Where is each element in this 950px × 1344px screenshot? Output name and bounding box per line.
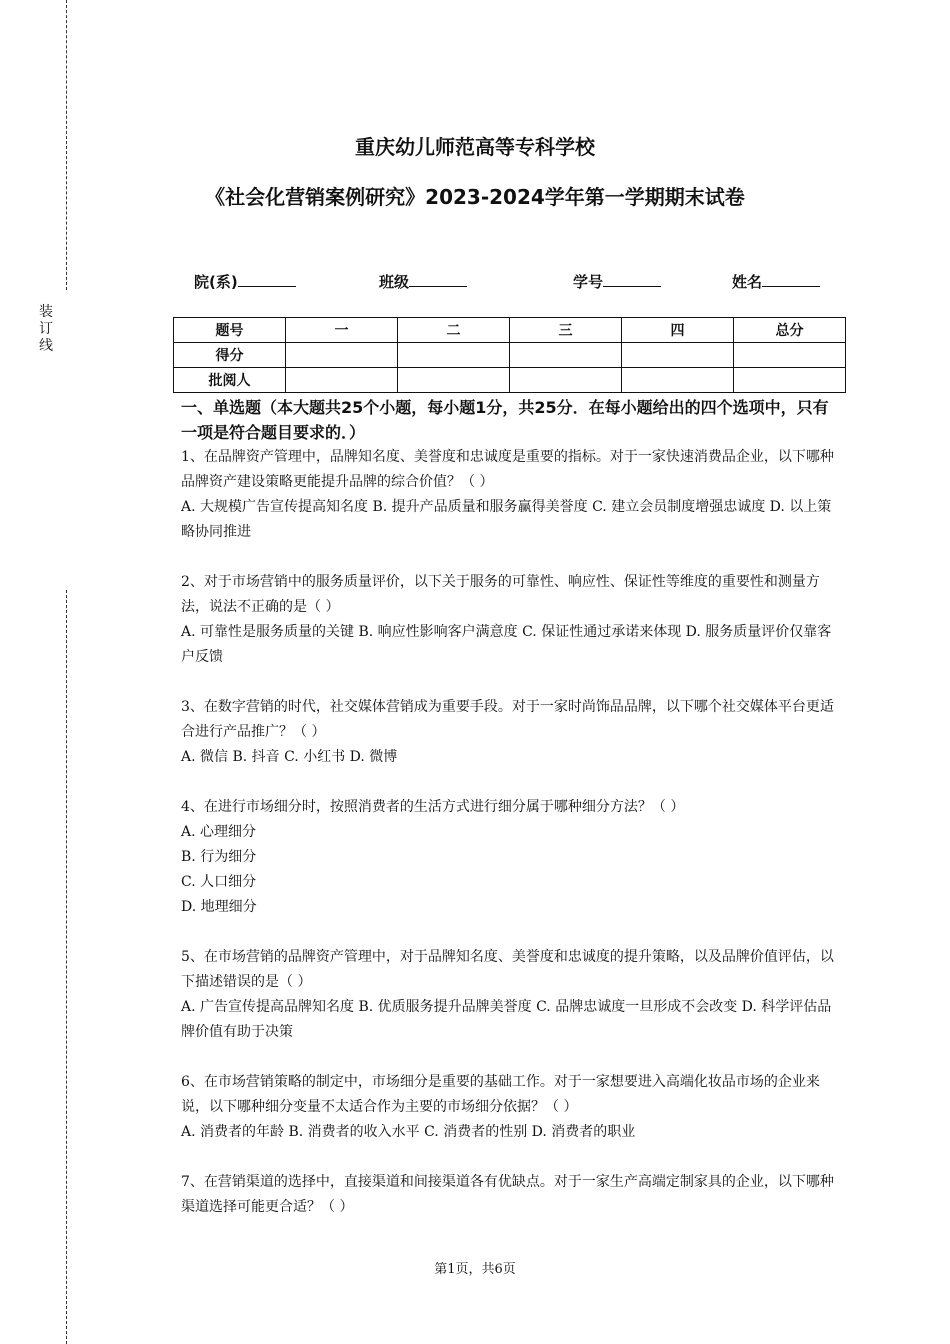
reviewer-cell[interactable]	[622, 368, 734, 393]
question-stem: 5、在市场营销的品牌资产管理中，对于品牌知名度、美誉度和忠诚度的提升策略，以及品牌价值评估，以下描述错误的是（ ）	[181, 949, 834, 990]
score-cell[interactable]	[622, 343, 734, 368]
question-stem: 3、在数字营销的时代，社交媒体营销成为重要手段。对于一家时尚饰品品牌，以下哪个社交媒体平台更适合进行产品推广？（ ）	[181, 699, 834, 740]
reviewer-cell[interactable]	[398, 368, 510, 393]
class-label: 班级	[379, 273, 410, 291]
question-options: A. 大规模广告宣传提高知名度 B. 提升产品质量和服务赢得美誉度 C. 建立会员制度增强忠诚度 D. 以上策略协同推进	[181, 499, 832, 540]
question-stem: 6、在市场营销策略的制定中，市场细分是重要的基础工作。对于一家想要进入高端化妆品市场的企业来说，以下哪种细分变量不太适合作为主要的市场细分依据？（ ）	[181, 1074, 820, 1115]
exam-content	[181, 395, 841, 1220]
score-table	[173, 317, 846, 393]
row-label: 得分	[174, 343, 286, 368]
dept-label: 院(系)	[194, 273, 238, 291]
dept-field[interactable]	[194, 270, 296, 292]
question-7	[181, 1170, 841, 1220]
question-options: A. 广告宣传提高品牌知名度 B. 优质服务提升品牌美誉度 C. 品牌忠诚度一旦形成不会改变 D. 科学评估品牌价值有助于决策	[181, 999, 832, 1040]
question-6	[181, 1070, 841, 1145]
name-label: 姓名	[732, 273, 763, 291]
question-5	[181, 945, 841, 1045]
table-header-cell: 总分	[734, 318, 846, 343]
student-id-field[interactable]	[573, 270, 661, 292]
question-options: A. 消费者的年龄 B. 消费者的收入水平 C. 消费者的性别 D. 消费者的职业	[181, 1124, 636, 1140]
student-info-row	[0, 270, 950, 292]
score-cell[interactable]	[286, 343, 398, 368]
binding-label	[36, 304, 56, 355]
score-cell[interactable]	[510, 343, 622, 368]
table-header-cell: 一	[286, 318, 398, 343]
question-stem: 7、在营销渠道的选择中，直接渠道和间接渠道各有优缺点。对于一家生产高端定制家具的企业，以下哪种渠道选择可能更合适？（ ）	[181, 1174, 834, 1215]
question-1	[181, 445, 841, 545]
option-a: A. 心理细分	[181, 824, 257, 840]
option-c: C. 人口细分	[181, 874, 257, 890]
name-field[interactable]	[732, 270, 820, 292]
class-field[interactable]	[379, 270, 467, 292]
question-options: A. 微信 B. 抖音 C. 小红书 D. 微博	[181, 749, 398, 765]
student-id-label: 学号	[573, 273, 604, 291]
table-header-cell: 二	[398, 318, 510, 343]
question-stem: 2、对于市场营销中的服务质量评价，以下关于服务的可靠性、响应性、保证性等维度的重要性和测量方法，说法不正确的是（ ）	[181, 574, 820, 615]
name-blank[interactable]	[762, 270, 820, 287]
binding-char: 装	[39, 304, 53, 320]
student-id-blank[interactable]	[603, 270, 661, 287]
option-d: D. 地理细分	[181, 899, 257, 915]
score-cell[interactable]	[734, 343, 846, 368]
dept-blank[interactable]	[238, 270, 296, 287]
table-header-cell: 四	[622, 318, 734, 343]
question-stem: 4、在进行市场细分时，按照消费者的生活方式进行细分属于哪种细分方法？（ ）	[181, 799, 685, 815]
reviewer-cell[interactable]	[286, 368, 398, 393]
reviewer-cell[interactable]	[510, 368, 622, 393]
option-b: B. 行为细分	[181, 849, 257, 865]
question-2	[181, 570, 841, 670]
question-options: A. 可靠性是服务质量的关键 B. 响应性影响客户满意度 C. 保证性通过承诺来体现 D. 服务质量评价仅靠客户反馈	[181, 624, 832, 665]
table-header-cell: 三	[510, 318, 622, 343]
page-number: 第1页，共6页	[434, 1262, 516, 1277]
section-title: 一、单选题（本大题共25个小题，每小题1分，共25分．在每小题给出的四个选项中，只有一项是符合题目要求的．）	[181, 398, 829, 442]
exam-title: 《社会化营销案例研究》2023-2024学年第一学期期末试卷	[205, 185, 745, 209]
binding-char: 线	[39, 338, 53, 354]
reviewer-cell[interactable]	[734, 368, 846, 393]
binding-line-bottom	[66, 590, 67, 1344]
score-row	[174, 343, 846, 368]
question-stem: 1、在品牌资产管理中，品牌知名度、美誉度和忠诚度是重要的指标。对于一家快速消费品企业，以下哪种品牌资产建设策略更能提升品牌的综合价值？（ ）	[181, 449, 834, 490]
question-4	[181, 795, 841, 920]
row-label: 批阅人	[174, 368, 286, 393]
binding-char: 订	[39, 321, 53, 337]
school-name: 重庆幼儿师范高等专科学校	[355, 135, 595, 159]
score-cell[interactable]	[398, 343, 510, 368]
reviewer-row	[174, 368, 846, 393]
class-blank[interactable]	[409, 270, 467, 287]
question-3	[181, 695, 841, 770]
score-table-header-row	[174, 318, 846, 343]
table-header-cell: 题号	[174, 318, 286, 343]
